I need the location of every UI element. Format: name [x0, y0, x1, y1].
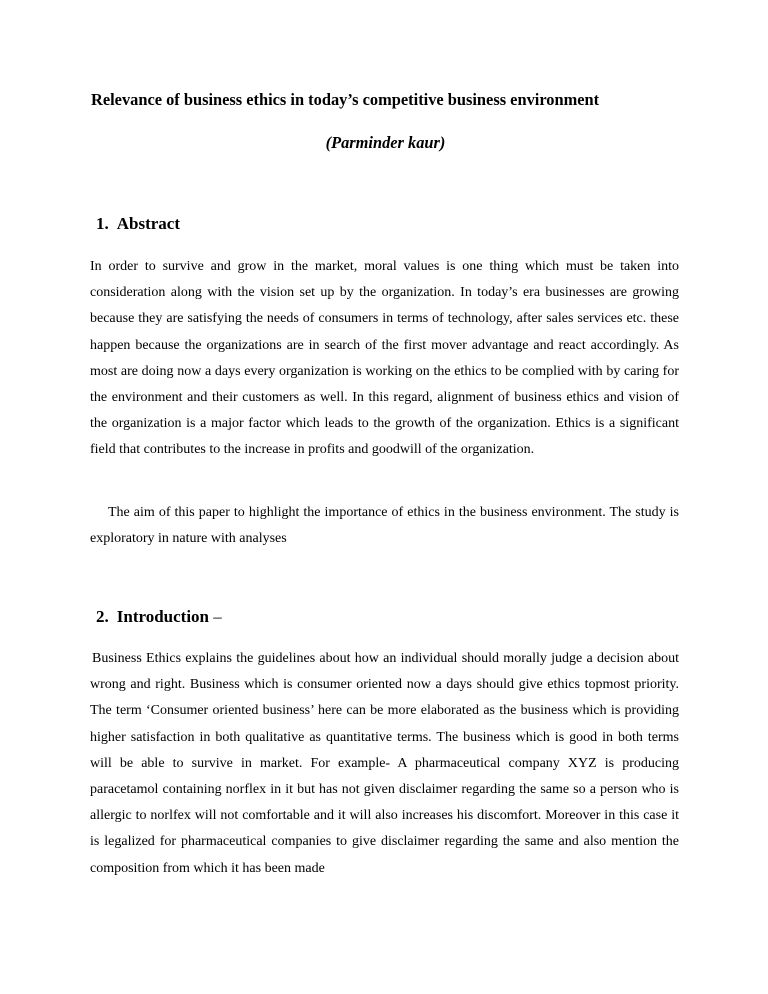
introduction-paragraph: Business Ethics explains the guidelines about how an individual should morally judge a decision about wrong and right. Business which is consumer oriented now a days should give ethics topmost priority. The term ‘Consumer oriented business’ here can be more elaborated as the business which is providing higher satisfaction in both qualitative as quantitative terms. The business which is good in both terms will be able to survive in market. For example- A pharmaceutical company XYZ is producing paracetamol containing norflex in it but has not given disclaimer regarding the same so a person who is allergic to norlfex will not comfortable and it will also increases his discomfort. Moreover in this case it is legalized for pharmaceutical companies to give disclaimer regarding the same and also mention the composition from which it has been made: [90, 651, 679, 876]
section-title: Introduction: [116, 607, 210, 626]
section-number: 2.: [96, 607, 109, 626]
section-heading-introduction: [96, 606, 222, 628]
abstract-paragraph: In order to survive and grow in the market, moral values is one thing which must be taken into consideration along with the vision set up by the organization. In today’s era businesses are growing because they are satisfying the needs of consumers in terms of technology, after sales services etc. these happen because the organizations are in search of the first mover advantage and react accordingly. As most are doing now a days every organization is working on the ethics to be complied with by caring for the environment and their customers as well. In this regard, alignment of business ethics and vision of the organization is a major factor which leads to the growth of the organization. Ethics is a significant field that contributes to the increase in profits and goodwill of the organization.: [90, 259, 679, 458]
aim-paragraph: The aim of this paper to highlight the importance of ethics in the business environment. The study is exploratory in nature with analyses: [90, 505, 679, 547]
author-name: (Parminder kaur): [325, 133, 446, 152]
section-heading-abstract: [96, 213, 180, 235]
section-title: Abstract: [116, 214, 181, 233]
section-dash: –: [213, 607, 222, 626]
section-number: 1.: [96, 214, 109, 233]
document-title: Relevance of business ethics in today’s competitive business environment: [91, 90, 600, 109]
